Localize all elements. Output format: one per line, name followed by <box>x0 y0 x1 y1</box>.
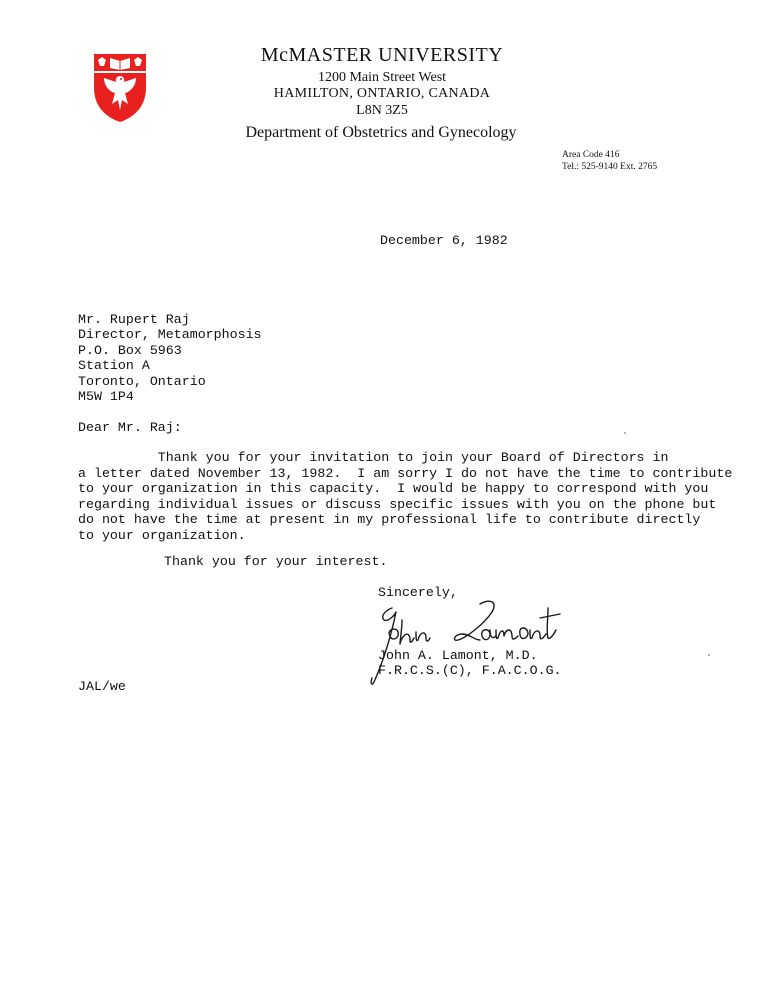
recipient-address <box>78 312 262 404</box>
mcmaster-crest-icon <box>92 52 148 124</box>
letter-body <box>78 450 732 544</box>
body-line: a letter dated November 13, 1982. I am sorry I do not have the time to contribute <box>78 465 733 481</box>
recipient-line: Station A <box>78 358 150 374</box>
letterhead-department: Department of Obstetrics and Gynecology <box>245 124 517 141</box>
recipient-line: Director, Metamorphosis <box>78 327 262 343</box>
university-name: McMASTER UNIVERSITY <box>260 44 504 66</box>
body-line: to your organization in this capacity. I would be happy to correspond with you <box>78 481 709 497</box>
recipient-line: M5W 1P4 <box>78 389 134 405</box>
recipient-line: P.O. Box 5963 <box>78 342 182 358</box>
body-line: regarding individual issues or discuss specific issues with you on the phone but <box>78 496 717 512</box>
typist-initials: JAL/we <box>78 679 126 694</box>
signer-name: John A. Lamont, M.D. <box>378 648 538 663</box>
letterhead-city: HAMILTON, ONTARIO, CANADA <box>273 86 491 101</box>
letter-date: December 6, 1982 <box>380 233 508 248</box>
paper-speck <box>624 432 626 434</box>
signer-credentials: F.R.C.S.(C), F.A.C.O.G. <box>378 663 562 678</box>
body-line: to your organization. <box>78 527 246 543</box>
salutation: Dear Mr. Raj: <box>78 420 182 435</box>
recipient-line: Toronto, Ontario <box>78 373 206 389</box>
closing-paragraph: Thank you for your interest. <box>164 554 388 569</box>
body-line: do not have the time at present in my professional life to contribute directly <box>78 512 701 528</box>
letterhead-postal: L8N 3Z5 <box>356 103 408 118</box>
area-code: Area Code 416 <box>562 150 620 160</box>
body-line: Thank you for your invitation to join your Board of Directors in <box>78 450 669 465</box>
telephone: Tel.: 525-9140 Ext. 2765 <box>562 162 658 172</box>
paper-speck <box>708 654 710 656</box>
letterhead-street: 1200 Main Street West <box>317 70 447 85</box>
recipient-line: Mr. Rupert Raj <box>78 312 190 327</box>
closing: Sincerely, <box>378 585 458 600</box>
